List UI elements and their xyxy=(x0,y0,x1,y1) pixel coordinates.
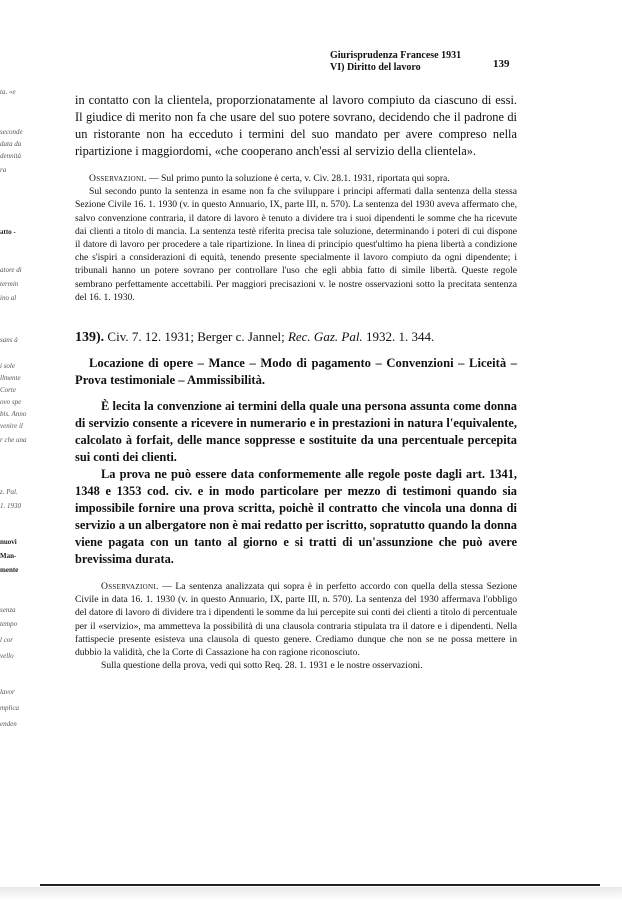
case-heading xyxy=(75,328,517,347)
bleed-line: ta. «e xyxy=(0,88,16,96)
case-citation: Civ. 7. 12. 1931; Berger c. Jannel; xyxy=(104,329,288,345)
bleed-line: mente xyxy=(0,566,19,574)
observation-paragraph xyxy=(75,580,517,659)
bleed-line: sans à xyxy=(0,336,18,344)
page-bottom-rule xyxy=(40,884,600,886)
bleed-line: l cor xyxy=(0,636,14,644)
observations-block xyxy=(75,172,517,304)
bleed-line: venire il xyxy=(0,422,23,430)
observation-paragraph xyxy=(75,172,517,185)
observation-text: — La sentenza analizzata qui sopra è in perfetto accordo con quella della stessa Sezione Civile in data 16. 1. 1930 (v. in questo Annuario, IX, parte III, n. 570). La sentenza del 1930 affermava l'obbligo del datore di lavoro di dividere tra i dipendenti le somme da lui percepite sui conti dei clienti a titolo di percentuale per il «servizio», ma ammetteva la possibilità di una clausola contraria stipulata tra il datore e i dipendenti. Nella fattispecie presente esisteva una clausola di questo genere. Crediamo dunque che non se ne possa mettere in dubbio la validità, che la Corte di Cassazione ha con ragione riconosciuto. xyxy=(75,581,517,659)
bleed-line: atto - xyxy=(0,228,16,236)
journal-title: Giurisprudenza Francese 1931 xyxy=(330,50,462,61)
main-text-column xyxy=(75,92,517,672)
observations-label: Osservazioni. xyxy=(89,173,147,184)
bleed-line: Man- xyxy=(0,552,17,560)
bleed-line: r che una xyxy=(0,436,27,444)
bleed-line: data da xyxy=(0,140,22,148)
observation-text: — Sul primo punto la soluzione è certa, v. Civ. 28.1. 1931, riportata qui sopra. xyxy=(146,173,450,184)
continuation-paragraph: in contatto con la clientela, proporzionatamente al lavoro compiuto da ciascuno di essi. Il giudice di merito non fa che usare del suo potere sovrano, decidendo che il padrone di un ristorante non ha ecceduto i termini del suo mandato per avere compreso nella ripartizione i maggiordomi, «che cooperano anch'essi al servizio della clientela». xyxy=(75,93,517,158)
bleed-line: senza xyxy=(0,606,16,614)
bleed-line: z. Pal. xyxy=(0,488,18,496)
bleed-line: mplica xyxy=(0,704,20,712)
bleed-line: nuovi xyxy=(0,538,17,546)
case-keywords: Locazione di opere – Mance – Modo di pagamento – Convenzioni – Liceità – Prova testimoniale – Ammissibilità. xyxy=(75,356,517,388)
observations-block xyxy=(75,580,517,672)
bleed-line: seconde xyxy=(0,128,23,136)
holding-paragraph: La prova ne può essere data conformemente alle regole poste dagli art. 1341, 1348 e 1353 cod. civ. e in modo particolare per mezzo di testimoni quando sia impossibile fornire una prova scritta, poichè il contratto che vincola una donna di servizio a un albergatore non è mai redatto per iscritto, sopratutto quando la donna viene pagata con un tanto al giorno e si tratti di un'assunzione che può avere brevissima durata. xyxy=(75,467,517,567)
bleed-line: ovo spe xyxy=(0,398,22,406)
section-title: VI) Diritto del lavoro xyxy=(330,62,421,73)
bleed-line: llmente xyxy=(0,374,21,382)
bleed-line: tempo xyxy=(0,620,18,628)
observation-paragraph: Sulla questione della prova, vedi qui sotto Req. 28. 1. 1931 e le nostre osservazioni. xyxy=(101,660,423,672)
bleed-line: 1. 1930 xyxy=(0,502,21,510)
bleed-line: ra xyxy=(0,166,7,174)
observations-label: Osservazioni. xyxy=(101,581,159,593)
bleed-line: atore di xyxy=(0,266,22,274)
bleed-line: lavor xyxy=(0,688,15,696)
bleed-line: ino al xyxy=(0,294,17,302)
facing-page-bleed xyxy=(0,80,48,740)
bleed-line: bis. Anno xyxy=(0,410,27,418)
page-number: 139 xyxy=(493,58,510,70)
case-citation-journal: Rec. Gaz. Pal. xyxy=(287,329,363,345)
case-citation-ref: 1932. 1. 344. xyxy=(362,329,435,345)
observation-paragraph: Sul secondo punto la sentenza in esame non fa che sviluppare i principi affermati dalla sentenza della stessa Sezione Civile 16. 1. 1930 (v. in questo Annuario, IX, parte III, n. 570). La sentenza del 1930 aveva affermato che, salvo convenzione contraria, il datore di lavoro è tenuto a dividere tra i suoi dipendenti le somme che ha ricevute dai clienti a titolo di mancia. La sentenza testè riferita precisa tale soluzione, determinando i poteri di cui dispone il datore di lavoro per procedere a tale ripartizione. In linea di principio quest'ultimo ha piena libertà a condizione che s'ispiri a considerazioni di equità, tenendo presente specialmente il lavoro compiuto da ogni dipendente; i tribunali hanno un potere sovrano per controllare l'uso che egli abbia fatto di simile libertà. Queste regole sembrano perfettamente accettabili. Per maggiori precisazioni v. le nostre osservazioni sotto la precitata sentenza del 16. 1. 1930. xyxy=(75,186,517,303)
bleed-line: vello xyxy=(0,652,14,660)
holding-paragraph: È lecita la convenzione ai termini della quale una persona assunta come donna di servizio consente a ricevere in numerario e in prestazioni in natura l'equivalente, calcolato à forfait, delle mance soppresse e sostituite da una percentuale percepita sui conti dei clienti. xyxy=(75,399,517,465)
bleed-line: Corte xyxy=(0,386,16,394)
bleed-line: enden xyxy=(0,720,17,728)
scan-edge-shadow xyxy=(0,887,622,900)
bleed-line: dennità xyxy=(0,152,21,160)
bleed-line: termin xyxy=(0,280,19,288)
case-number: 139). xyxy=(75,330,105,346)
bleed-line: i sole xyxy=(0,362,15,370)
